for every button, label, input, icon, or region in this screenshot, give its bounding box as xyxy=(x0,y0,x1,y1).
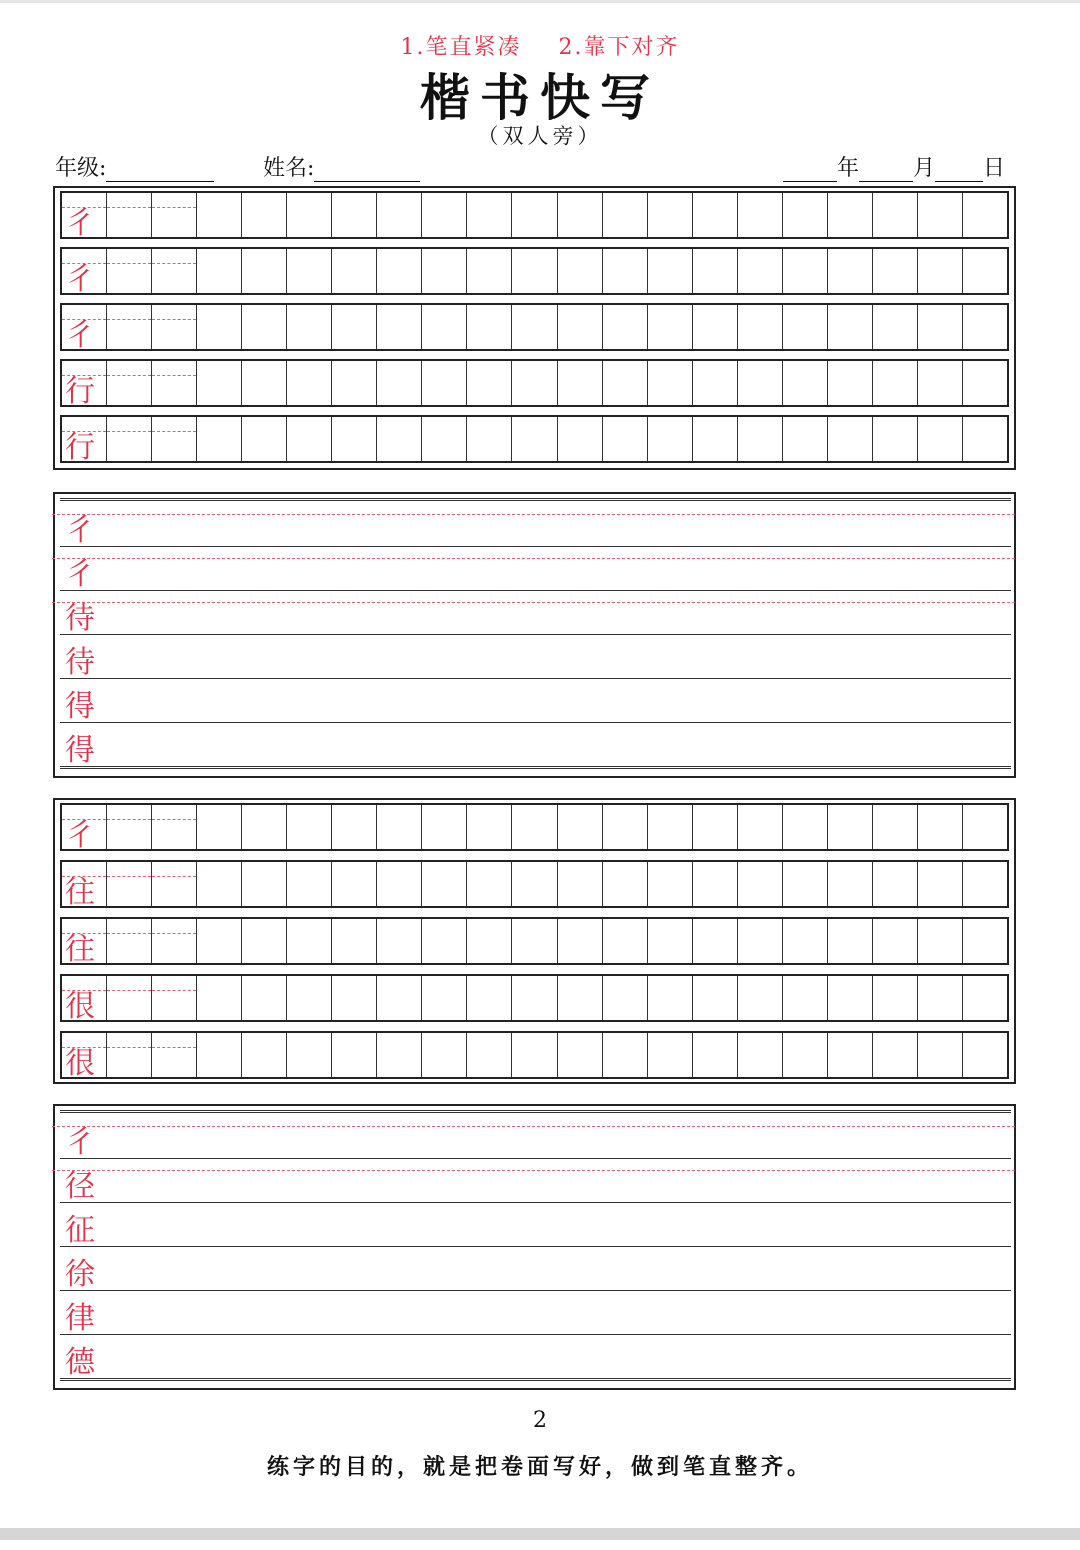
practice-cell[interactable] xyxy=(648,862,693,906)
practice-cell[interactable] xyxy=(783,805,828,849)
practice-cell[interactable] xyxy=(107,305,152,349)
practice-cell[interactable] xyxy=(963,417,1007,461)
page-number: 2 xyxy=(533,1408,547,1433)
practice-cell[interactable] xyxy=(152,976,197,1020)
practice-cell[interactable] xyxy=(963,305,1007,349)
practice-cell[interactable] xyxy=(197,361,242,405)
model-character: 往 xyxy=(65,875,95,910)
practice-cell[interactable] xyxy=(422,976,467,1020)
practice-cell[interactable] xyxy=(603,919,648,963)
model-character: 行 xyxy=(65,374,95,409)
practice-cell[interactable] xyxy=(783,862,828,906)
practice-cell[interactable] xyxy=(918,361,963,405)
practice-cell[interactable] xyxy=(107,862,152,906)
practice-cell[interactable] xyxy=(377,193,422,237)
practice-cell[interactable] xyxy=(693,862,738,906)
practice-cell[interactable] xyxy=(828,249,873,293)
practice-cell[interactable] xyxy=(738,919,783,963)
practice-cell[interactable] xyxy=(873,361,918,405)
practice-cell[interactable] xyxy=(603,305,648,349)
practice-cell[interactable] xyxy=(377,417,422,461)
practice-cell[interactable] xyxy=(197,249,242,293)
practice-cell[interactable] xyxy=(828,862,873,906)
practice-cell[interactable] xyxy=(648,805,693,849)
practice-cell[interactable] xyxy=(738,305,783,349)
practice-cell[interactable] xyxy=(467,193,512,237)
year-field[interactable] xyxy=(783,161,837,182)
grid-row xyxy=(60,415,1009,463)
student-info-row xyxy=(55,152,1017,182)
practice-cell[interactable] xyxy=(873,919,918,963)
practice-cell[interactable] xyxy=(783,919,828,963)
grade-field[interactable] xyxy=(106,161,214,182)
rule-line xyxy=(60,590,1011,591)
practice-cell[interactable] xyxy=(512,862,557,906)
rule-line xyxy=(60,1378,1011,1381)
writing-tips xyxy=(0,30,1080,61)
practice-cell[interactable] xyxy=(242,193,287,237)
practice-cell[interactable] xyxy=(422,1033,467,1077)
practice-cell[interactable] xyxy=(152,249,197,293)
practice-cell[interactable] xyxy=(467,417,512,461)
day-field[interactable] xyxy=(935,161,983,182)
practice-cell[interactable] xyxy=(693,361,738,405)
practice-cell[interactable] xyxy=(197,193,242,237)
model-character: 律 xyxy=(65,1301,95,1336)
rule-line xyxy=(60,1110,1011,1113)
guide-dash xyxy=(52,602,1015,603)
practice-cell[interactable] xyxy=(918,249,963,293)
practice-cell[interactable] xyxy=(738,1033,783,1077)
model-cell[interactable] xyxy=(62,1033,107,1081)
practice-cell[interactable] xyxy=(242,976,287,1020)
practice-cell[interactable] xyxy=(918,193,963,237)
practice-cell[interactable] xyxy=(152,919,197,963)
practice-cell[interactable] xyxy=(558,862,603,906)
practice-cell[interactable] xyxy=(287,193,332,237)
model-character: 往 xyxy=(65,932,95,967)
practice-cell[interactable] xyxy=(422,417,467,461)
practice-cell[interactable] xyxy=(242,305,287,349)
practice-cell[interactable] xyxy=(512,805,557,849)
grade-label: 年级: xyxy=(55,156,107,181)
grid-row xyxy=(60,1031,1009,1079)
practice-cell[interactable] xyxy=(152,305,197,349)
practice-cell[interactable] xyxy=(828,976,873,1020)
practice-cell[interactable] xyxy=(377,805,422,849)
rule-line xyxy=(60,1158,1011,1159)
practice-cell[interactable] xyxy=(693,249,738,293)
model-character: 得 xyxy=(65,733,95,768)
practice-cell[interactable] xyxy=(648,919,693,963)
practice-cell[interactable] xyxy=(648,976,693,1020)
practice-cell[interactable] xyxy=(963,805,1007,849)
model-character: 彳 xyxy=(65,1125,95,1160)
practice-cell[interactable] xyxy=(107,361,152,405)
practice-cell[interactable] xyxy=(783,249,828,293)
grid-row xyxy=(60,191,1009,239)
model-character: 待 xyxy=(65,601,95,636)
practice-cell[interactable] xyxy=(332,805,377,849)
practice-cell[interactable] xyxy=(648,1033,693,1077)
grid-row xyxy=(60,803,1009,851)
practice-cell[interactable] xyxy=(603,193,648,237)
model-cell[interactable] xyxy=(62,417,107,465)
practice-cell[interactable] xyxy=(377,249,422,293)
practice-cell[interactable] xyxy=(242,805,287,849)
practice-cell[interactable] xyxy=(287,305,332,349)
practice-cell[interactable] xyxy=(918,862,963,906)
practice-cell[interactable] xyxy=(738,805,783,849)
practice-cell[interactable] xyxy=(828,417,873,461)
line-practice-section-1 xyxy=(53,492,1016,778)
model-character: 行 xyxy=(65,430,95,465)
practice-cell[interactable] xyxy=(287,805,332,849)
grid-row xyxy=(60,974,1009,1022)
model-cell[interactable] xyxy=(62,919,107,967)
practice-cell[interactable] xyxy=(512,919,557,963)
practice-cell[interactable] xyxy=(467,919,512,963)
practice-cell[interactable] xyxy=(377,919,422,963)
practice-cell[interactable] xyxy=(242,1033,287,1077)
guide-dash xyxy=(52,558,1015,559)
practice-cell[interactable] xyxy=(422,805,467,849)
practice-cell[interactable] xyxy=(783,193,828,237)
year-label: 年 xyxy=(837,156,860,181)
page-title: 楷书快写 xyxy=(420,68,660,127)
practice-cell[interactable] xyxy=(963,919,1007,963)
model-cell[interactable] xyxy=(62,305,107,353)
practice-cell[interactable] xyxy=(963,249,1007,293)
practice-cell[interactable] xyxy=(828,1033,873,1077)
practice-cell[interactable] xyxy=(603,361,648,405)
model-character: 彳 xyxy=(65,557,95,592)
practice-cell[interactable] xyxy=(648,417,693,461)
practice-cell[interactable] xyxy=(242,862,287,906)
practice-cell[interactable] xyxy=(558,361,603,405)
rule-line xyxy=(60,1246,1011,1247)
practice-cell[interactable] xyxy=(873,193,918,237)
rule-line xyxy=(60,766,1011,769)
model-character: 彳 xyxy=(65,513,95,548)
practice-cell[interactable] xyxy=(828,919,873,963)
practice-cell[interactable] xyxy=(287,361,332,405)
practice-cell[interactable] xyxy=(558,805,603,849)
grid-row xyxy=(60,247,1009,295)
practice-cell[interactable] xyxy=(332,919,377,963)
practice-cell[interactable] xyxy=(332,193,377,237)
practice-cell[interactable] xyxy=(558,1033,603,1077)
practice-cell[interactable] xyxy=(603,417,648,461)
practice-cell[interactable] xyxy=(287,976,332,1020)
practice-cell[interactable] xyxy=(603,862,648,906)
practice-cell[interactable] xyxy=(738,417,783,461)
practice-cell[interactable] xyxy=(422,919,467,963)
practice-cell[interactable] xyxy=(512,249,557,293)
practice-cell[interactable] xyxy=(558,305,603,349)
practice-cell[interactable] xyxy=(332,249,377,293)
model-character: 德 xyxy=(65,1345,95,1380)
practice-cell[interactable] xyxy=(873,862,918,906)
practice-cell[interactable] xyxy=(963,193,1007,237)
practice-cell[interactable] xyxy=(107,249,152,293)
practice-cell[interactable] xyxy=(648,249,693,293)
practice-cell[interactable] xyxy=(332,862,377,906)
practice-cell[interactable] xyxy=(693,193,738,237)
practice-cell[interactable] xyxy=(332,305,377,349)
practice-cell[interactable] xyxy=(648,361,693,405)
practice-cell[interactable] xyxy=(918,417,963,461)
practice-cell[interactable] xyxy=(693,417,738,461)
footer-quote: 练字的目的，就是把卷面写好，做到笔直整齐。 xyxy=(266,1454,813,1480)
practice-cell[interactable] xyxy=(693,805,738,849)
tip-1: 1.笔直紧凑 xyxy=(400,35,522,60)
practice-cell[interactable] xyxy=(783,1033,828,1077)
practice-cell[interactable] xyxy=(107,193,152,237)
practice-cell[interactable] xyxy=(603,249,648,293)
practice-cell[interactable] xyxy=(332,417,377,461)
rule-line xyxy=(60,546,1011,547)
practice-cell[interactable] xyxy=(603,805,648,849)
practice-cell[interactable] xyxy=(332,1033,377,1077)
model-character: 径 xyxy=(65,1169,95,1204)
practice-cell[interactable] xyxy=(107,417,152,461)
model-cell[interactable] xyxy=(62,862,107,910)
practice-cell[interactable] xyxy=(107,919,152,963)
practice-cell[interactable] xyxy=(512,305,557,349)
practice-cell[interactable] xyxy=(918,1033,963,1077)
practice-cell[interactable] xyxy=(558,919,603,963)
page-bottom-edge xyxy=(0,1528,1080,1540)
page-top-edge xyxy=(0,0,1080,3)
rule-line xyxy=(60,678,1011,679)
practice-cell[interactable] xyxy=(422,249,467,293)
practice-cell[interactable] xyxy=(152,417,197,461)
practice-cell[interactable] xyxy=(287,1033,332,1077)
rule-line xyxy=(60,1290,1011,1291)
name-field[interactable] xyxy=(314,161,420,182)
practice-cell[interactable] xyxy=(332,976,377,1020)
grid-practice-section-1 xyxy=(53,186,1016,470)
practice-cell[interactable] xyxy=(197,976,242,1020)
guide-dash xyxy=(52,514,1015,515)
rule-line xyxy=(60,634,1011,635)
practice-cell[interactable] xyxy=(512,193,557,237)
practice-cell[interactable] xyxy=(512,976,557,1020)
practice-cell[interactable] xyxy=(558,249,603,293)
rule-line xyxy=(60,498,1011,501)
model-character: 征 xyxy=(65,1213,95,1248)
page-subtitle: （双人旁） xyxy=(477,124,603,148)
practice-cell[interactable] xyxy=(197,919,242,963)
model-character: 很 xyxy=(65,1046,95,1081)
practice-cell[interactable] xyxy=(107,1033,152,1077)
practice-cell[interactable] xyxy=(242,919,287,963)
practice-cell[interactable] xyxy=(467,249,512,293)
grid-row xyxy=(60,359,1009,407)
practice-cell[interactable] xyxy=(603,976,648,1020)
practice-cell[interactable] xyxy=(693,305,738,349)
practice-cell[interactable] xyxy=(422,361,467,405)
practice-cell[interactable] xyxy=(873,805,918,849)
model-cell[interactable] xyxy=(62,805,107,853)
practice-cell[interactable] xyxy=(873,417,918,461)
practice-cell[interactable] xyxy=(558,417,603,461)
practice-cell[interactable] xyxy=(107,805,152,849)
practice-cell[interactable] xyxy=(918,976,963,1020)
practice-cell[interactable] xyxy=(918,805,963,849)
day-label: 日 xyxy=(983,156,1006,181)
name-label: 姓名: xyxy=(263,156,315,181)
practice-cell[interactable] xyxy=(963,862,1007,906)
practice-cell[interactable] xyxy=(467,862,512,906)
practice-cell[interactable] xyxy=(467,361,512,405)
practice-cell[interactable] xyxy=(783,361,828,405)
practice-cell[interactable] xyxy=(422,193,467,237)
tip-2: 2.靠下对齐 xyxy=(558,35,680,60)
practice-cell[interactable] xyxy=(512,1033,557,1077)
practice-cell[interactable] xyxy=(107,976,152,1020)
model-character: 彳 xyxy=(65,262,95,297)
practice-cell[interactable] xyxy=(287,249,332,293)
practice-cell[interactable] xyxy=(197,805,242,849)
practice-cell[interactable] xyxy=(467,976,512,1020)
grid-row xyxy=(60,303,1009,351)
practice-cell[interactable] xyxy=(152,805,197,849)
practice-cell[interactable] xyxy=(828,805,873,849)
practice-cell[interactable] xyxy=(152,361,197,405)
model-character: 彳 xyxy=(65,206,95,241)
practice-cell[interactable] xyxy=(287,417,332,461)
month-label: 月 xyxy=(913,156,936,181)
practice-cell[interactable] xyxy=(197,305,242,349)
practice-cell[interactable] xyxy=(197,862,242,906)
practice-cell[interactable] xyxy=(377,862,422,906)
model-character: 彳 xyxy=(65,318,95,353)
guide-dash xyxy=(52,1170,1015,1171)
practice-cell[interactable] xyxy=(738,862,783,906)
practice-cell[interactable] xyxy=(693,1033,738,1077)
model-cell[interactable] xyxy=(62,249,107,297)
grid-row xyxy=(60,917,1009,965)
practice-cell[interactable] xyxy=(377,1033,422,1077)
model-character: 得 xyxy=(65,689,95,724)
practice-cell[interactable] xyxy=(287,862,332,906)
practice-cell[interactable] xyxy=(242,361,287,405)
rule-line xyxy=(60,1202,1011,1203)
practice-cell[interactable] xyxy=(287,919,332,963)
practice-cell[interactable] xyxy=(603,1033,648,1077)
practice-cell[interactable] xyxy=(918,919,963,963)
practice-cell[interactable] xyxy=(873,305,918,349)
practice-cell[interactable] xyxy=(783,305,828,349)
practice-cell[interactable] xyxy=(873,976,918,1020)
practice-cell[interactable] xyxy=(738,193,783,237)
grid-practice-section-2 xyxy=(53,798,1016,1084)
practice-cell[interactable] xyxy=(738,976,783,1020)
model-character: 彳 xyxy=(65,818,95,853)
practice-cell[interactable] xyxy=(558,193,603,237)
practice-cell[interactable] xyxy=(512,361,557,405)
model-cell[interactable] xyxy=(62,976,107,1024)
model-cell[interactable] xyxy=(62,193,107,241)
grid-row xyxy=(60,860,1009,908)
practice-cell[interactable] xyxy=(783,417,828,461)
practice-cell[interactable] xyxy=(873,1033,918,1077)
practice-cell[interactable] xyxy=(467,1033,512,1077)
practice-cell[interactable] xyxy=(422,305,467,349)
guide-dash xyxy=(52,1126,1015,1127)
practice-cell[interactable] xyxy=(738,361,783,405)
practice-cell[interactable] xyxy=(152,193,197,237)
line-practice-section-2 xyxy=(53,1104,1016,1390)
practice-cell[interactable] xyxy=(918,305,963,349)
rule-line xyxy=(60,722,1011,723)
practice-cell[interactable] xyxy=(512,417,557,461)
model-character: 待 xyxy=(65,645,95,680)
practice-cell[interactable] xyxy=(242,249,287,293)
practice-cell[interactable] xyxy=(648,305,693,349)
practice-cell[interactable] xyxy=(467,805,512,849)
practice-cell[interactable] xyxy=(693,976,738,1020)
practice-cell[interactable] xyxy=(873,249,918,293)
practice-cell[interactable] xyxy=(197,1033,242,1077)
model-character: 很 xyxy=(65,989,95,1024)
practice-cell[interactable] xyxy=(332,361,377,405)
model-character: 徐 xyxy=(65,1257,95,1292)
practice-cell[interactable] xyxy=(377,361,422,405)
practice-cell[interactable] xyxy=(558,976,603,1020)
practice-cell[interactable] xyxy=(467,305,512,349)
practice-cell[interactable] xyxy=(377,976,422,1020)
practice-cell[interactable] xyxy=(422,862,467,906)
practice-cell[interactable] xyxy=(377,305,422,349)
practice-cell[interactable] xyxy=(963,361,1007,405)
practice-cell[interactable] xyxy=(738,249,783,293)
practice-cell[interactable] xyxy=(828,193,873,237)
practice-cell[interactable] xyxy=(828,305,873,349)
practice-cell[interactable] xyxy=(828,361,873,405)
practice-cell[interactable] xyxy=(648,193,693,237)
practice-cell[interactable] xyxy=(242,417,287,461)
practice-cell[interactable] xyxy=(197,417,242,461)
rule-line xyxy=(60,1334,1011,1335)
model-cell[interactable] xyxy=(62,361,107,409)
month-field[interactable] xyxy=(859,161,913,182)
practice-cell[interactable] xyxy=(963,976,1007,1020)
practice-cell[interactable] xyxy=(693,919,738,963)
practice-cell[interactable] xyxy=(152,862,197,906)
practice-cell[interactable] xyxy=(152,1033,197,1077)
practice-cell[interactable] xyxy=(783,976,828,1020)
practice-cell[interactable] xyxy=(963,1033,1007,1077)
